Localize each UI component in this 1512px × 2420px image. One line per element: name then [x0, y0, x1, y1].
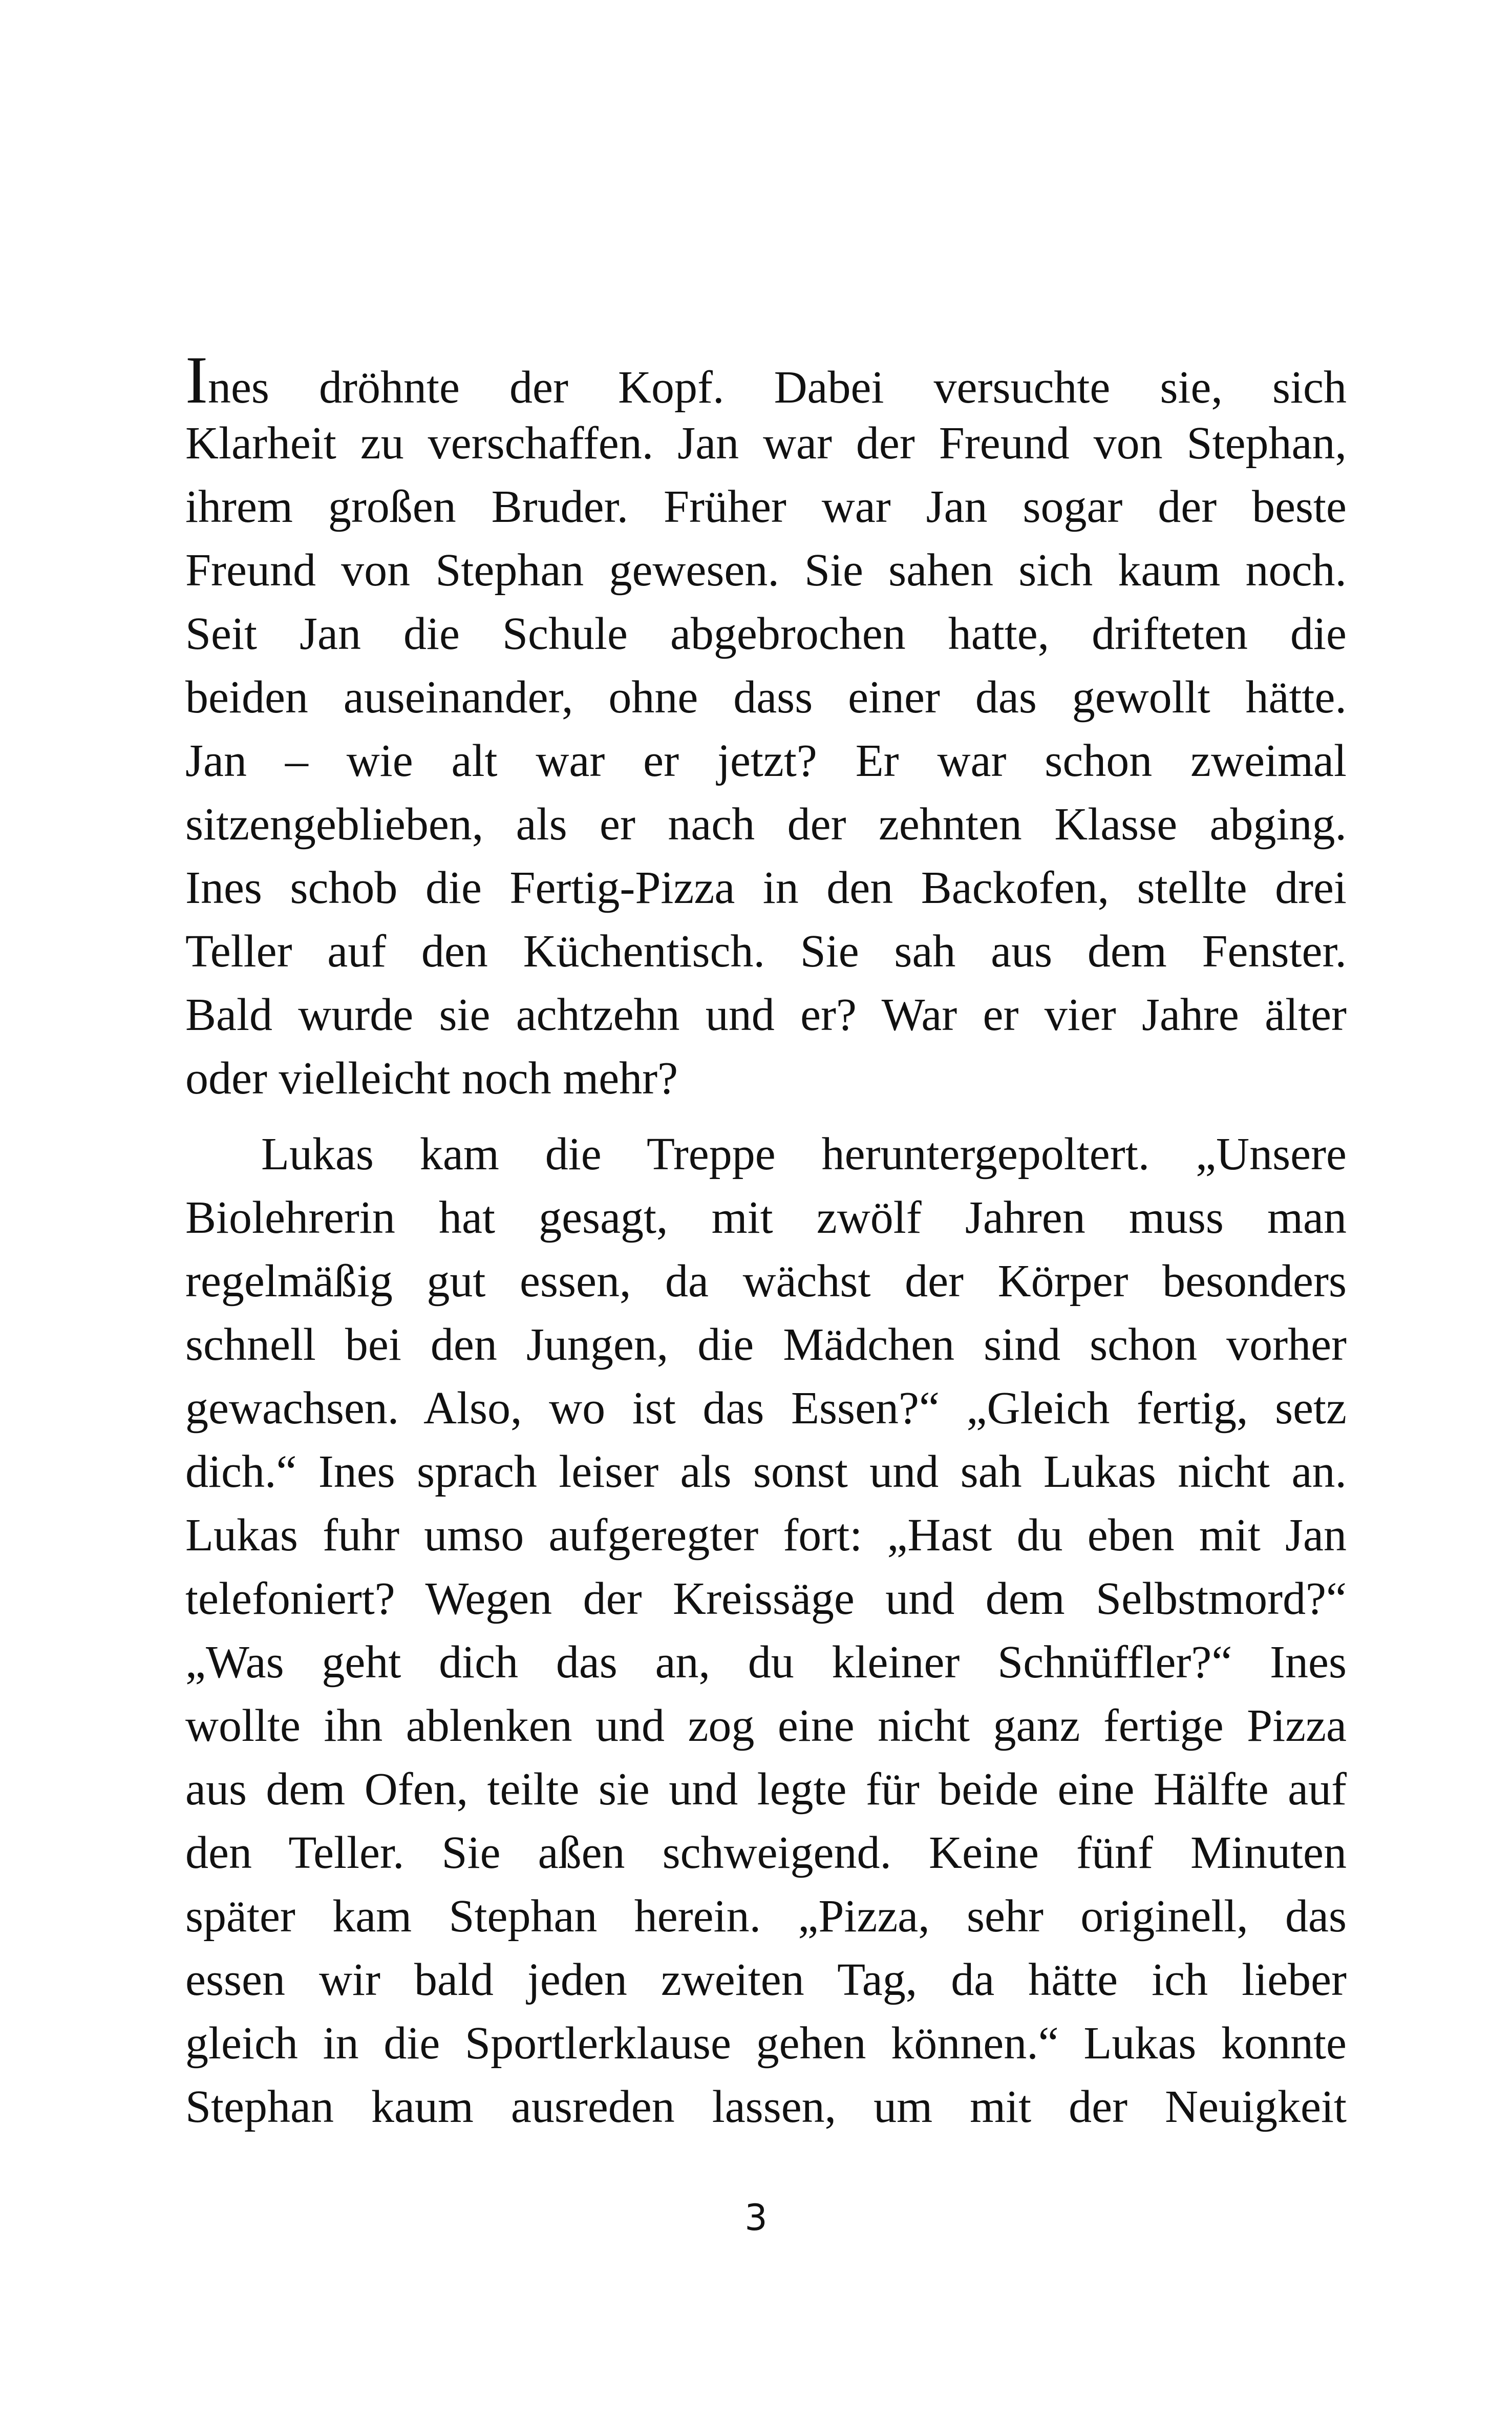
paragraph-1-line-1-text: nes dröhnte der Kopf. Dabei versuchte sie, sich	[207, 362, 1347, 413]
paragraph-1-line-1	[185, 342, 1347, 417]
page-number: 3	[744, 2197, 768, 2239]
paragraph-1-line: Ines schob die Fertig-Pizza in den Backofen, stellte drei	[185, 862, 1347, 913]
paragraph-1-line: Seit Jan die Schule abgebrochen hatte, drifteten die	[185, 608, 1347, 659]
paragraph-2-line: telefoniert? Wegen der Kreissäge und dem Selbstmord?“	[185, 1573, 1347, 1624]
paragraph-2-line: Biolehrerin hat gesagt, mit zwölf Jahren muss man	[185, 1192, 1347, 1243]
paragraph-2-line: gewachsen. Also, wo ist das Essen?“ „Gleich fertig, setz	[185, 1383, 1347, 1434]
paragraph-2-line: später kam Stephan herein. „Pizza, sehr originell, das	[185, 1891, 1347, 1942]
paragraph-1-line: oder vielleicht noch mehr?	[185, 1053, 678, 1104]
paragraph-2-line: Lukas fuhr umso aufgeregter fort: „Hast du eben mit Jan	[185, 1510, 1347, 1561]
paragraph-2-line: dich.“ Ines sprach leiser als sonst und sah Lukas nicht an.	[185, 1446, 1347, 1497]
paragraph-2-line: essen wir bald jeden zweiten Tag, da hätte ich lieber	[185, 1954, 1347, 2005]
paragraph-1-line: Teller auf den Küchentisch. Sie sah aus dem Fenster.	[185, 926, 1347, 977]
paragraph-2-line: wollte ihn ablenken und zog eine nicht ganz fertige Pizza	[185, 1700, 1347, 1751]
paragraph-1-line: Bald wurde sie achtzehn und er? War er vier Jahre älter	[185, 990, 1347, 1040]
paragraph-gap	[185, 1110, 1347, 1123]
paragraph-2-line: schnell bei den Jungen, die Mädchen sind schon vorher	[185, 1319, 1347, 1370]
paragraph-1-line: Klarheit zu verschaffen. Jan war der Freund von Stephan,	[185, 418, 1347, 469]
paragraph-1-line: sitzengeblieben, als er nach der zehnten Klasse abging.	[185, 799, 1347, 850]
paragraph-1-line: ihrem großen Bruder. Früher war Jan sogar der beste	[185, 481, 1347, 532]
paragraph-1-line: Freund von Stephan gewesen. Sie sahen sich kaum noch.	[185, 545, 1347, 596]
body-text	[185, 342, 1347, 2139]
paragraph-2-line: „Was geht dich das an, du kleiner Schnüffler?“ Ines	[185, 1637, 1347, 1688]
paragraph-2-line: gleich in die Sportlerklause gehen können.“ Lukas konnte	[185, 2018, 1347, 2069]
paragraph-2-line: den Teller. Sie aßen schweigend. Keine fünf Minuten	[185, 1827, 1347, 1878]
paragraph-2-line: Lukas kam die Treppe heruntergepoltert. „Unsere	[261, 1129, 1347, 1180]
drop-cap-initial: I	[185, 342, 208, 417]
paragraph-1-line: beiden auseinander, ohne dass einer das gewollt hätte.	[185, 672, 1347, 723]
paragraph-2-line: regelmäßig gut essen, da wächst der Körper besonders	[185, 1256, 1347, 1307]
paragraph-2-line: Stephan kaum ausreden lassen, um mit der Neuigkeit	[185, 2081, 1347, 2132]
paragraph-2-line: aus dem Ofen, teilte sie und legte für beide eine Hälfte auf	[185, 1764, 1347, 1815]
paragraph-1-line: Jan – wie alt war er jetzt? Er war schon zweimal	[185, 735, 1347, 786]
